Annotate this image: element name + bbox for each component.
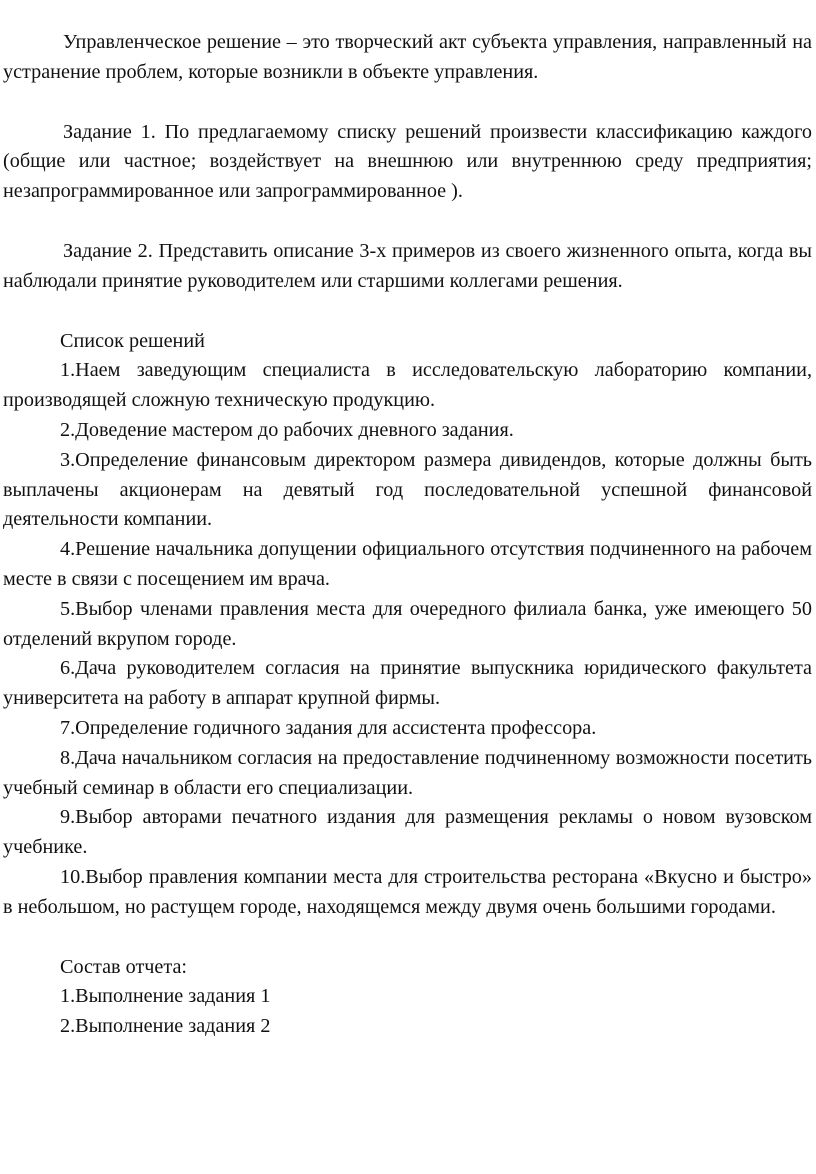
report-list bbox=[3, 982, 812, 1042]
list-item: 1.Выполнение задания 1 bbox=[60, 985, 271, 1008]
list-item: 5.Выбор членами правления места для очередного филиала банка, уже имеющего 50 отделений вкрупом городе. bbox=[3, 597, 812, 650]
report-heading: Состав отчета: bbox=[60, 955, 188, 978]
list-item: 4.Решение начальника допущении официального отсутствия подчиненного на рабочем месте в связи с посещением им врача. bbox=[3, 538, 812, 590]
task-1-paragraph: Задание 1. По предлагаемому списку решений произвести классификацию каждого (общие или частное; воздействует на внешнюю или внутреннюю среду предприятия; незапрограммированное или запрограммированное ). bbox=[3, 120, 812, 203]
list-item: 7.Определение годичного задания для ассистента профессора. bbox=[60, 716, 597, 739]
list-item: 1.Наем заведующим специалиста в исследовательскую лабораторию компании, производящей сложную техническую продукцию. bbox=[3, 359, 812, 412]
list-item: 6.Дача руководителем согласия на принятие выпускника юридического факультета университета на работу в аппарат крупной фирмы. bbox=[3, 657, 812, 710]
list-item: 2.Доведение мастером до рабочих дневного задания. bbox=[60, 418, 514, 441]
spacer bbox=[3, 923, 812, 953]
task-2-paragraph: Задание 2. Представить описание 3-х примеров из своего жизненного опыта, когда вы наблюдали принятие руководителем или старшими коллегами решения. bbox=[3, 239, 812, 292]
intro-paragraph: Управленческое решение – это творческий акт субъекта управления, направленный на устранение проблем, которые возникли в объекте управления. bbox=[3, 31, 812, 83]
list-item: 2.Выполнение задания 2 bbox=[60, 1015, 271, 1038]
spacer bbox=[3, 207, 812, 237]
list-item: 3.Определение финансовым директором размера дивидендов, которые должны быть выплачены акционерам на девятый год последовательной успешной финансовой деятельности компании. bbox=[3, 448, 812, 531]
decisions-list bbox=[3, 356, 812, 922]
spacer bbox=[3, 297, 812, 327]
list-item: 10.Выбор правления компании места для строительства ресторана «Вкусно и быстро» в небольшом, но растущем городе, находящемся между двумя очень большими городами. bbox=[3, 865, 812, 918]
decisions-heading: Список решений bbox=[60, 329, 205, 352]
spacer bbox=[3, 88, 812, 118]
list-item: 8.Дача начальником согласия на предоставление подчиненному возможности посетить учебный семинар в области его специализации. bbox=[3, 746, 812, 799]
list-item: 9.Выбор авторами печатного издания для размещения рекламы о новом вузовском учебнике. bbox=[3, 806, 812, 859]
